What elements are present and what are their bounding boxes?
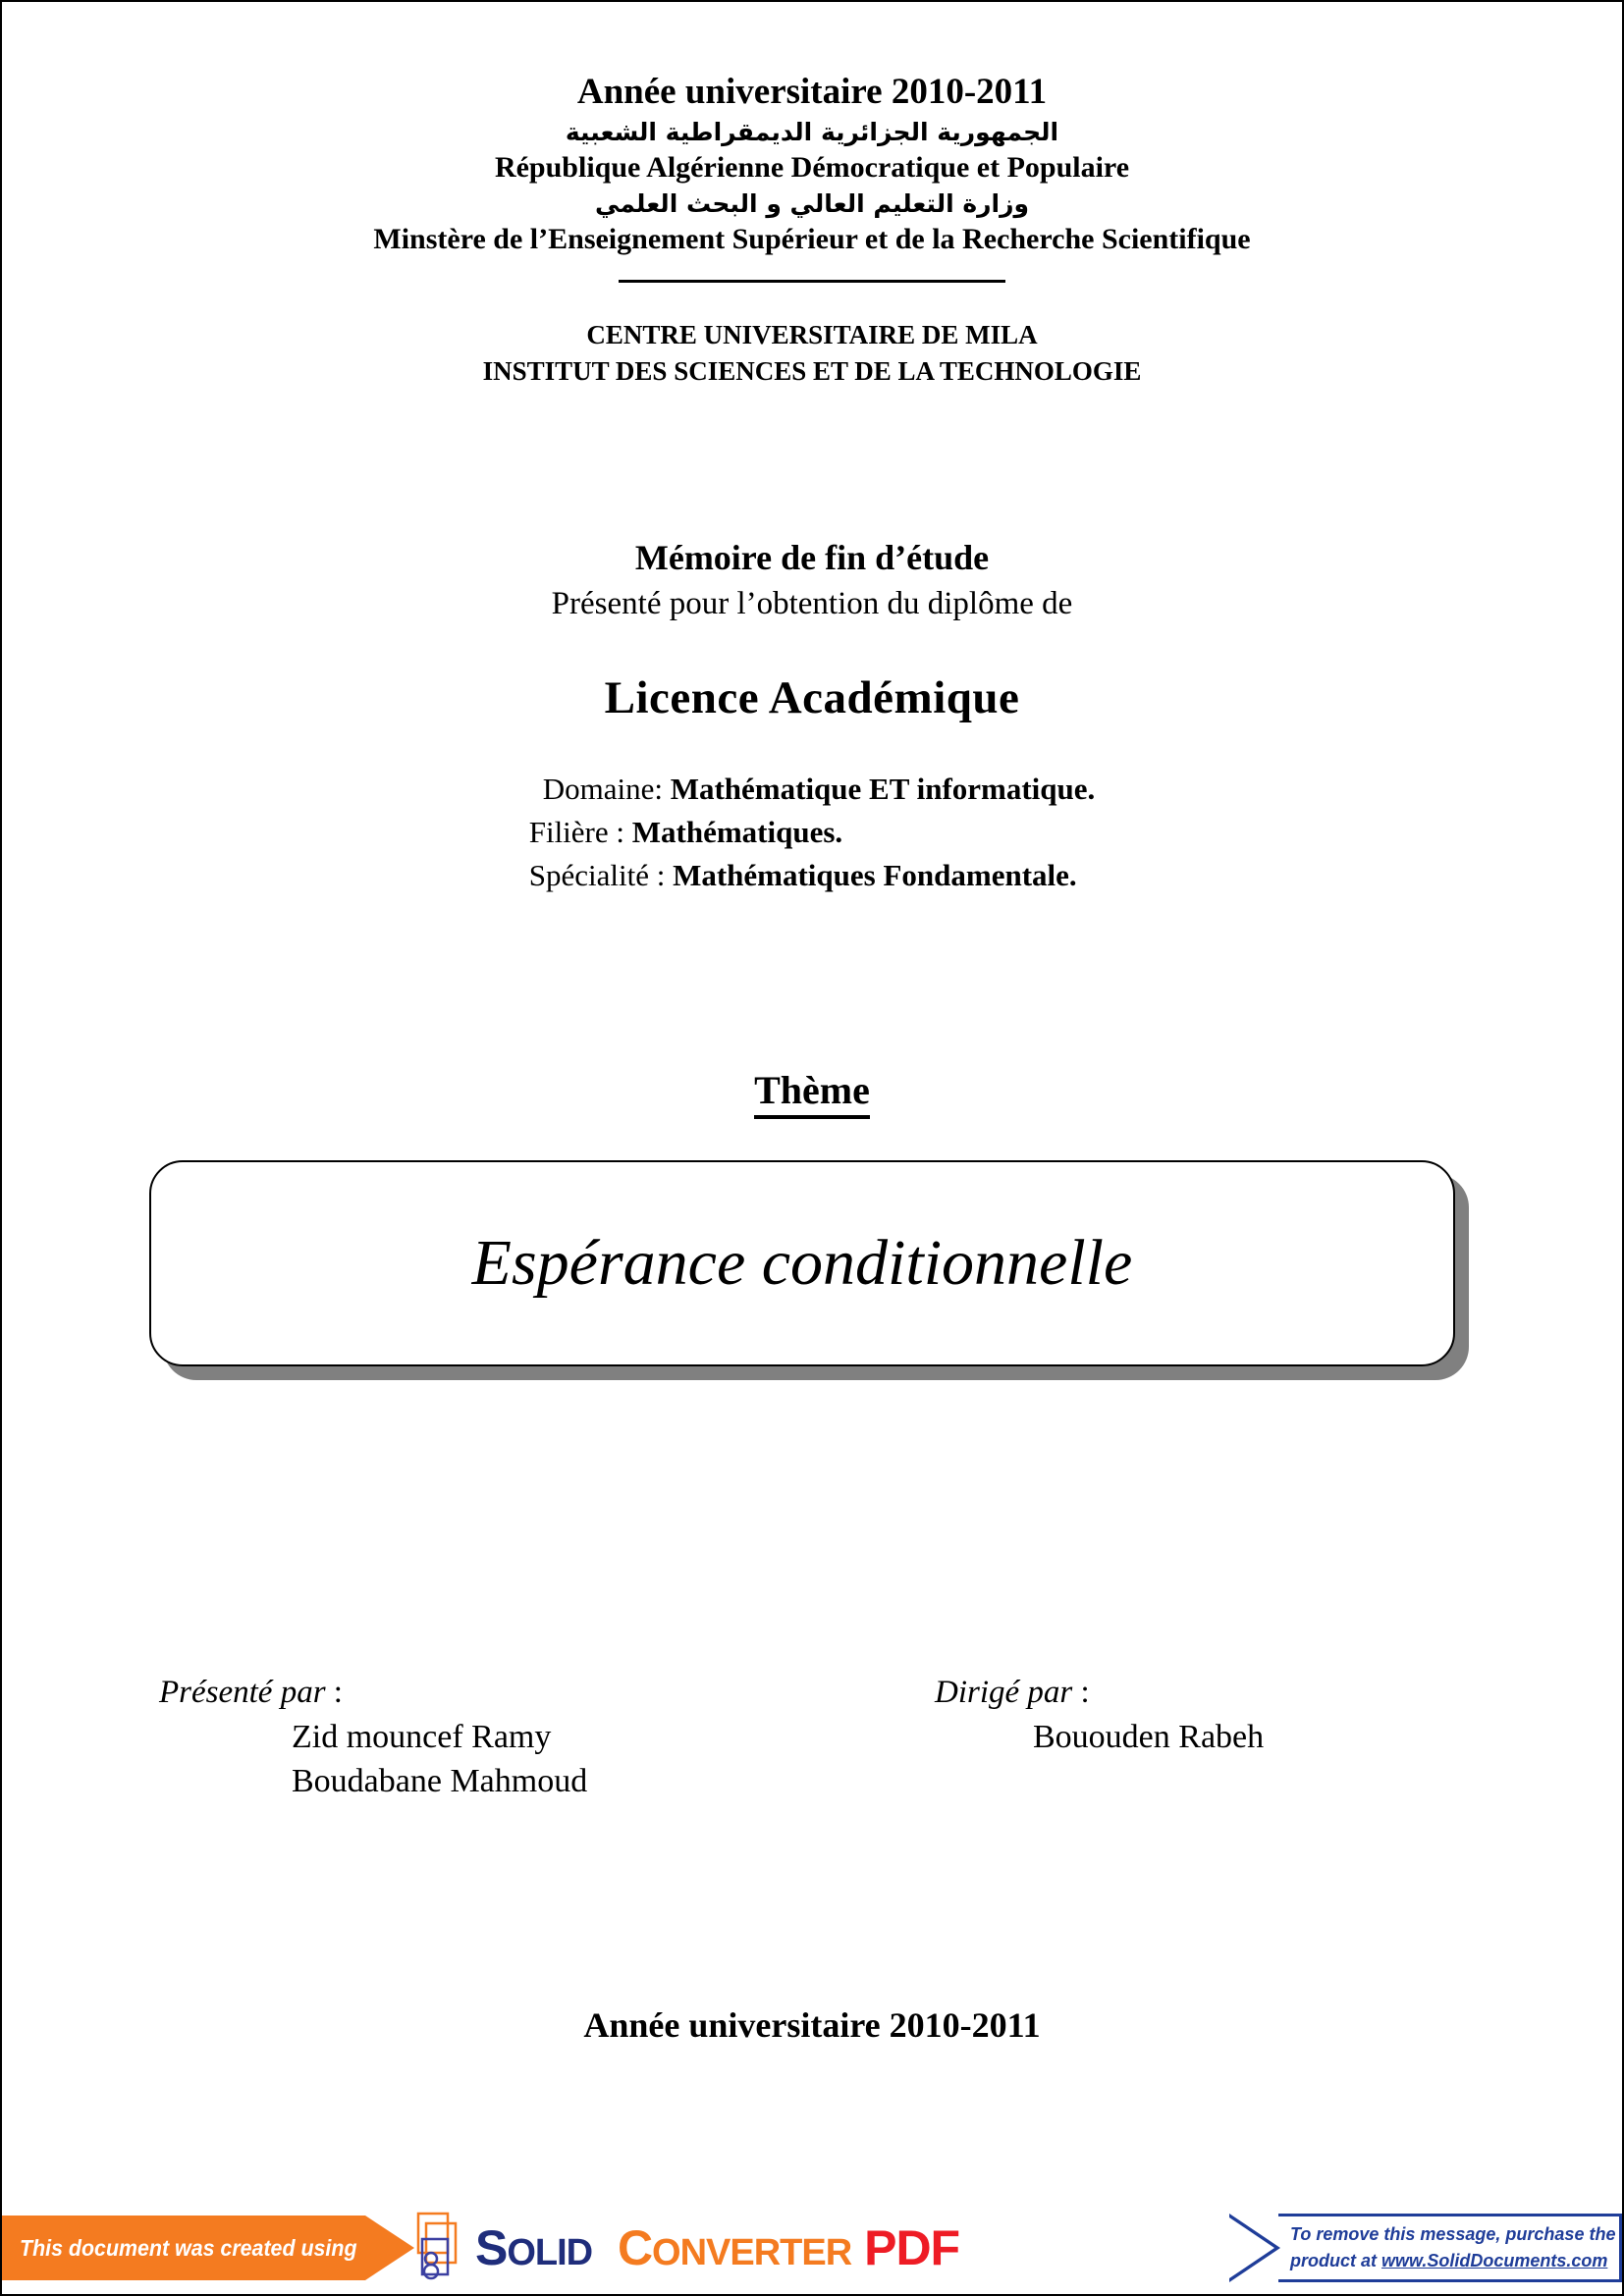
memoire-title: Mémoire de fin d’étude (634, 538, 990, 577)
notice-line-2 (1290, 2248, 1614, 2274)
memoire-subtitle: Présenté pour l’obtention du diplôme de (551, 586, 1073, 621)
supervisor-column (935, 1671, 1264, 1759)
theme-heading-text: Thème (754, 1068, 870, 1119)
watermark-banner (2, 2210, 1624, 2286)
header-country-arabic: الجمهورية الجزائرية الديمقراطية الشعبية (565, 117, 1059, 146)
thesis-title: Espérance conditionnelle (471, 1227, 1133, 1299)
watermark-notice-arrow-inner-icon (1229, 2217, 1274, 2278)
document-header (2, 71, 1622, 389)
supervised-by-label (935, 1671, 1264, 1715)
presented-by-colon: : (325, 1675, 343, 1710)
domaine-row (529, 768, 1096, 811)
filiere-label: Filière : (528, 815, 625, 850)
student-name-2: Boudabane Mahmoud (292, 1762, 588, 1799)
brand-solid-rest: OLID (507, 2232, 593, 2273)
watermark-tab-arrow-icon (365, 2216, 414, 2280)
solid-documents-url[interactable]: www.SolidDocuments.com (1381, 2251, 1608, 2270)
specialite-label: Spécialité : (528, 858, 666, 893)
header-ministry-french: Minstère de l’Enseignement Supérieur et de la Recherche Scientifique (373, 223, 1251, 256)
solid-documents-logo-icon (412, 2210, 467, 2286)
watermark-notice (1229, 2214, 1622, 2282)
presented-by-label (159, 1671, 587, 1715)
theme-heading (2, 1067, 1622, 1113)
horizontal-rule (619, 280, 1005, 283)
students-column (159, 1671, 587, 1803)
diploma-block (2, 537, 1622, 724)
header-country-french: République Algérienne Démocratique et Populaire (494, 151, 1130, 185)
filiere-row (529, 811, 1096, 854)
specialite-row (529, 854, 1096, 897)
specialite-value: Mathématiques Fondamentale. (673, 858, 1077, 893)
header-academic-year: Année universitaire 2010-2011 (576, 72, 1048, 112)
footer-academic-year: Année universitaire 2010-2011 (583, 2005, 1041, 2045)
supervised-by-text: Dirigé par (935, 1675, 1073, 1710)
brand-solid-capital: S (475, 2220, 508, 2275)
filiere-value: Mathématiques. (631, 815, 843, 850)
institute-name: INSTITUT DES SCIENCES ET DE LA TECHNOLOGIE (482, 355, 1142, 386)
brand-converter-capital: C (617, 2220, 653, 2275)
brand-converter-rest: ONVERTER (652, 2232, 852, 2273)
authors-section (2, 1671, 1622, 1867)
domaine-value: Mathématique ET informatique. (670, 772, 1096, 806)
watermark-notice-text (1290, 2221, 1614, 2274)
watermark-tab-text: This document was created using (20, 2235, 357, 2261)
presented-by-text: Présenté par (159, 1675, 326, 1710)
domaine-label: Domaine: (542, 772, 663, 806)
watermark-brand (475, 2212, 959, 2284)
supervisor-name: Bououden Rabeh (1033, 1718, 1265, 1755)
brand-pdf: PDF (864, 2220, 960, 2275)
notice-line-1: To remove this message, purchase the (1290, 2224, 1616, 2244)
header-ministry-arabic: وزارة التعليم العالي و البحث العلمي (594, 188, 1030, 218)
notice-line-2-prefix: product at (1290, 2251, 1381, 2270)
supervised-by-colon: : (1072, 1675, 1090, 1710)
student-name-1: Zid mouncef Ramy (292, 1718, 552, 1755)
theme-box-container (149, 1160, 1455, 1366)
degree-title: Licence Académique (604, 672, 1020, 723)
specialization-block (2, 768, 1622, 897)
header-divider (2, 270, 1622, 288)
institution-name: CENTRE UNIVERSITAIRE DE MILA (586, 320, 1038, 350)
theme-box (149, 1160, 1455, 1366)
watermark-tab (2, 2216, 414, 2280)
